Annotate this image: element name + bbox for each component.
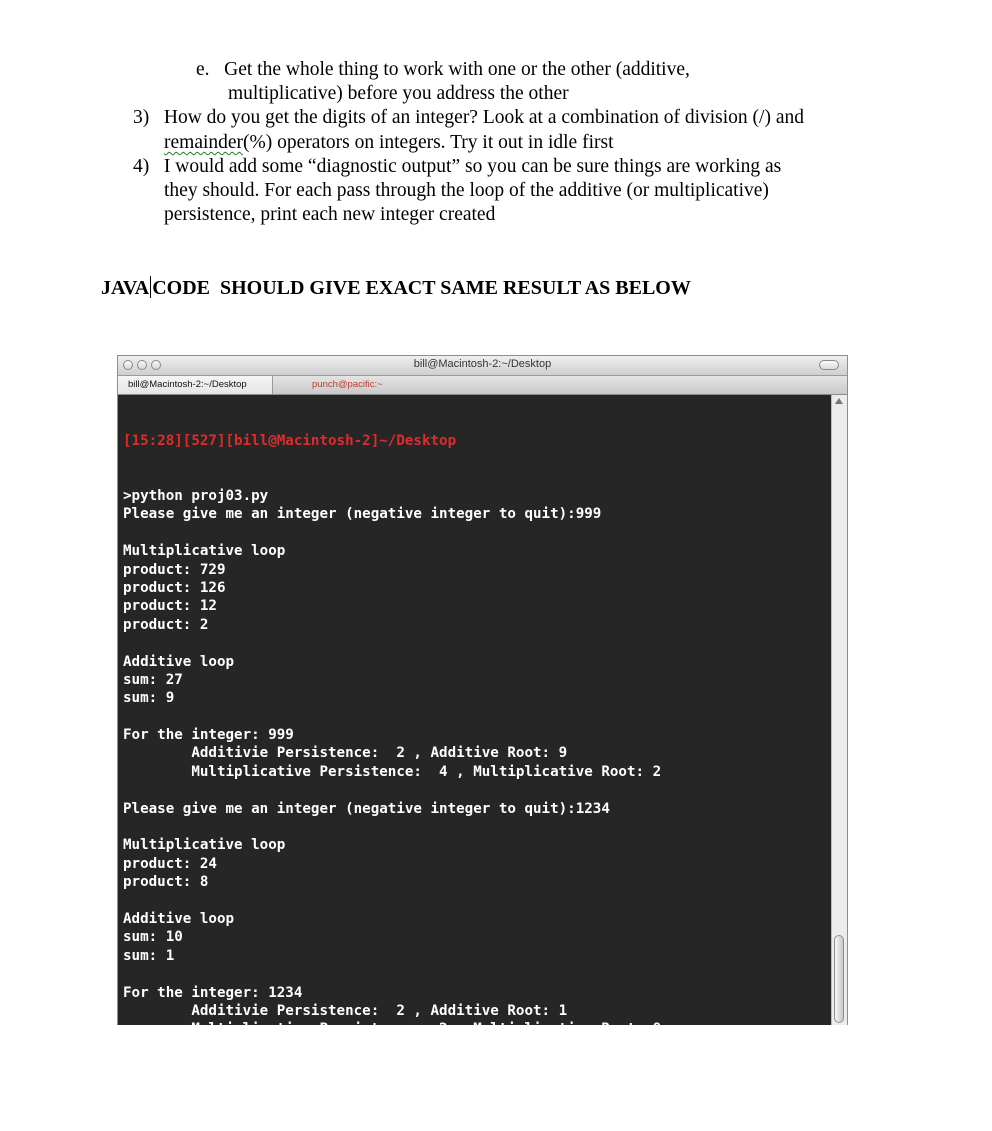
terminal-line: Thanks for playing [123,1076,277,1093]
terminal-line [123,1039,828,1057]
terminal-line: Multiplicative Persistence: 4 , Multiplicative Root: 2 [123,763,662,780]
window-title: bill@Macintosh-2:~/Desktop [413,358,552,370]
terminal-line: Additive loop [123,911,235,927]
toolbar-toggle-button[interactable] [819,360,839,370]
prompt: [15:28][527][bill@Macintosh-2] [123,432,380,449]
scrollbar[interactable] [831,395,847,1025]
terminal-line [123,965,828,983]
terminal-line: Multiplicative loop [123,543,286,560]
item-3-line1: 3) How do you get the digits of an integer? Look at a combination of division (/) and [133,107,804,128]
terminal-line [123,708,828,726]
terminal-line: Multiplicative Persistence: 2 , Multiplicative Root: 8 [123,1021,662,1038]
terminal-line [123,818,828,836]
terminal-line: product: 729 [123,561,226,578]
terminal-line [123,524,828,542]
terminal-line: sum: 9 [123,690,175,707]
terminal-lines [123,487,828,1094]
terminal-line: >python proj03.py [123,488,269,505]
terminal-line: product: 8 [123,874,209,891]
scroll-up-arrow-icon[interactable] [835,398,843,404]
item-e-line2: multiplicative) before you address the other [228,83,569,104]
item-3-line2-rest: (%) operators on integers. Try it out in idle first [243,132,614,153]
terminal-line: Additivie Persistence: 2 , Additive Root: 9 [123,745,568,762]
terminal-line: sum: 27 [123,671,183,688]
terminal-line: Additive loop [123,653,235,670]
terminal-line [123,781,828,799]
terminal-line: product: 12 [123,598,217,615]
title-bar [118,356,847,376]
item-3-line2 [164,131,614,155]
terminal-line: Additivie Persistence: 2 , Additive Root: 1 [123,1002,568,1019]
item-4-line1: 4) I would add some “diagnostic output” so you can be sure things are working as [133,156,782,177]
terminal-line: sum: 1 [123,947,175,964]
terminal-output[interactable] [123,395,828,1093]
terminal-line: Multiplicative loop [123,837,286,854]
terminal-line: product: 126 [123,579,226,596]
terminal-line: For the integer: 1234 [123,984,303,1001]
terminal-line: product: 2 [123,616,209,633]
prompt-path: ~/Desktop [379,432,457,449]
heading-part1: JAVA [101,277,150,299]
prompt-line [123,432,828,450]
tab-bill-desktop[interactable]: bill@Macintosh-2:~/Desktop [118,376,273,394]
terminal-line: Please give me an integer (negative integer to quit):-1 [123,1058,593,1075]
item-4-line3: persistence, print each new integer created [164,204,496,225]
tab-bar [118,376,847,395]
terminal-line [123,892,828,910]
scrollbar-thumb[interactable] [834,935,844,1023]
item-e-line1: e. Get the whole thing to work with one or the other (additive, [196,59,690,80]
terminal-line: For the integer: 999 [123,727,294,744]
terminal-line: Please give me an integer (negative integer to quit):999 [123,506,602,523]
spellcheck-word: remainder [164,132,244,153]
terminal-line: Please give me an integer (negative integer to quit):1234 [123,800,610,817]
terminal-line: sum: 10 [123,929,183,946]
terminal-line: product: 24 [123,855,217,872]
heading-part2: CODE SHOULD GIVE EXACT SAME RESULT AS BELOW [152,277,691,299]
item-4-line2: they should. For each pass through the loop of the additive (or multiplicative) [164,180,769,201]
section-heading [101,276,691,300]
terminal-line [123,634,828,652]
terminal-window [117,355,848,1093]
tab-punch-pacific[interactable]: punch@pacific:~ [312,379,383,390]
